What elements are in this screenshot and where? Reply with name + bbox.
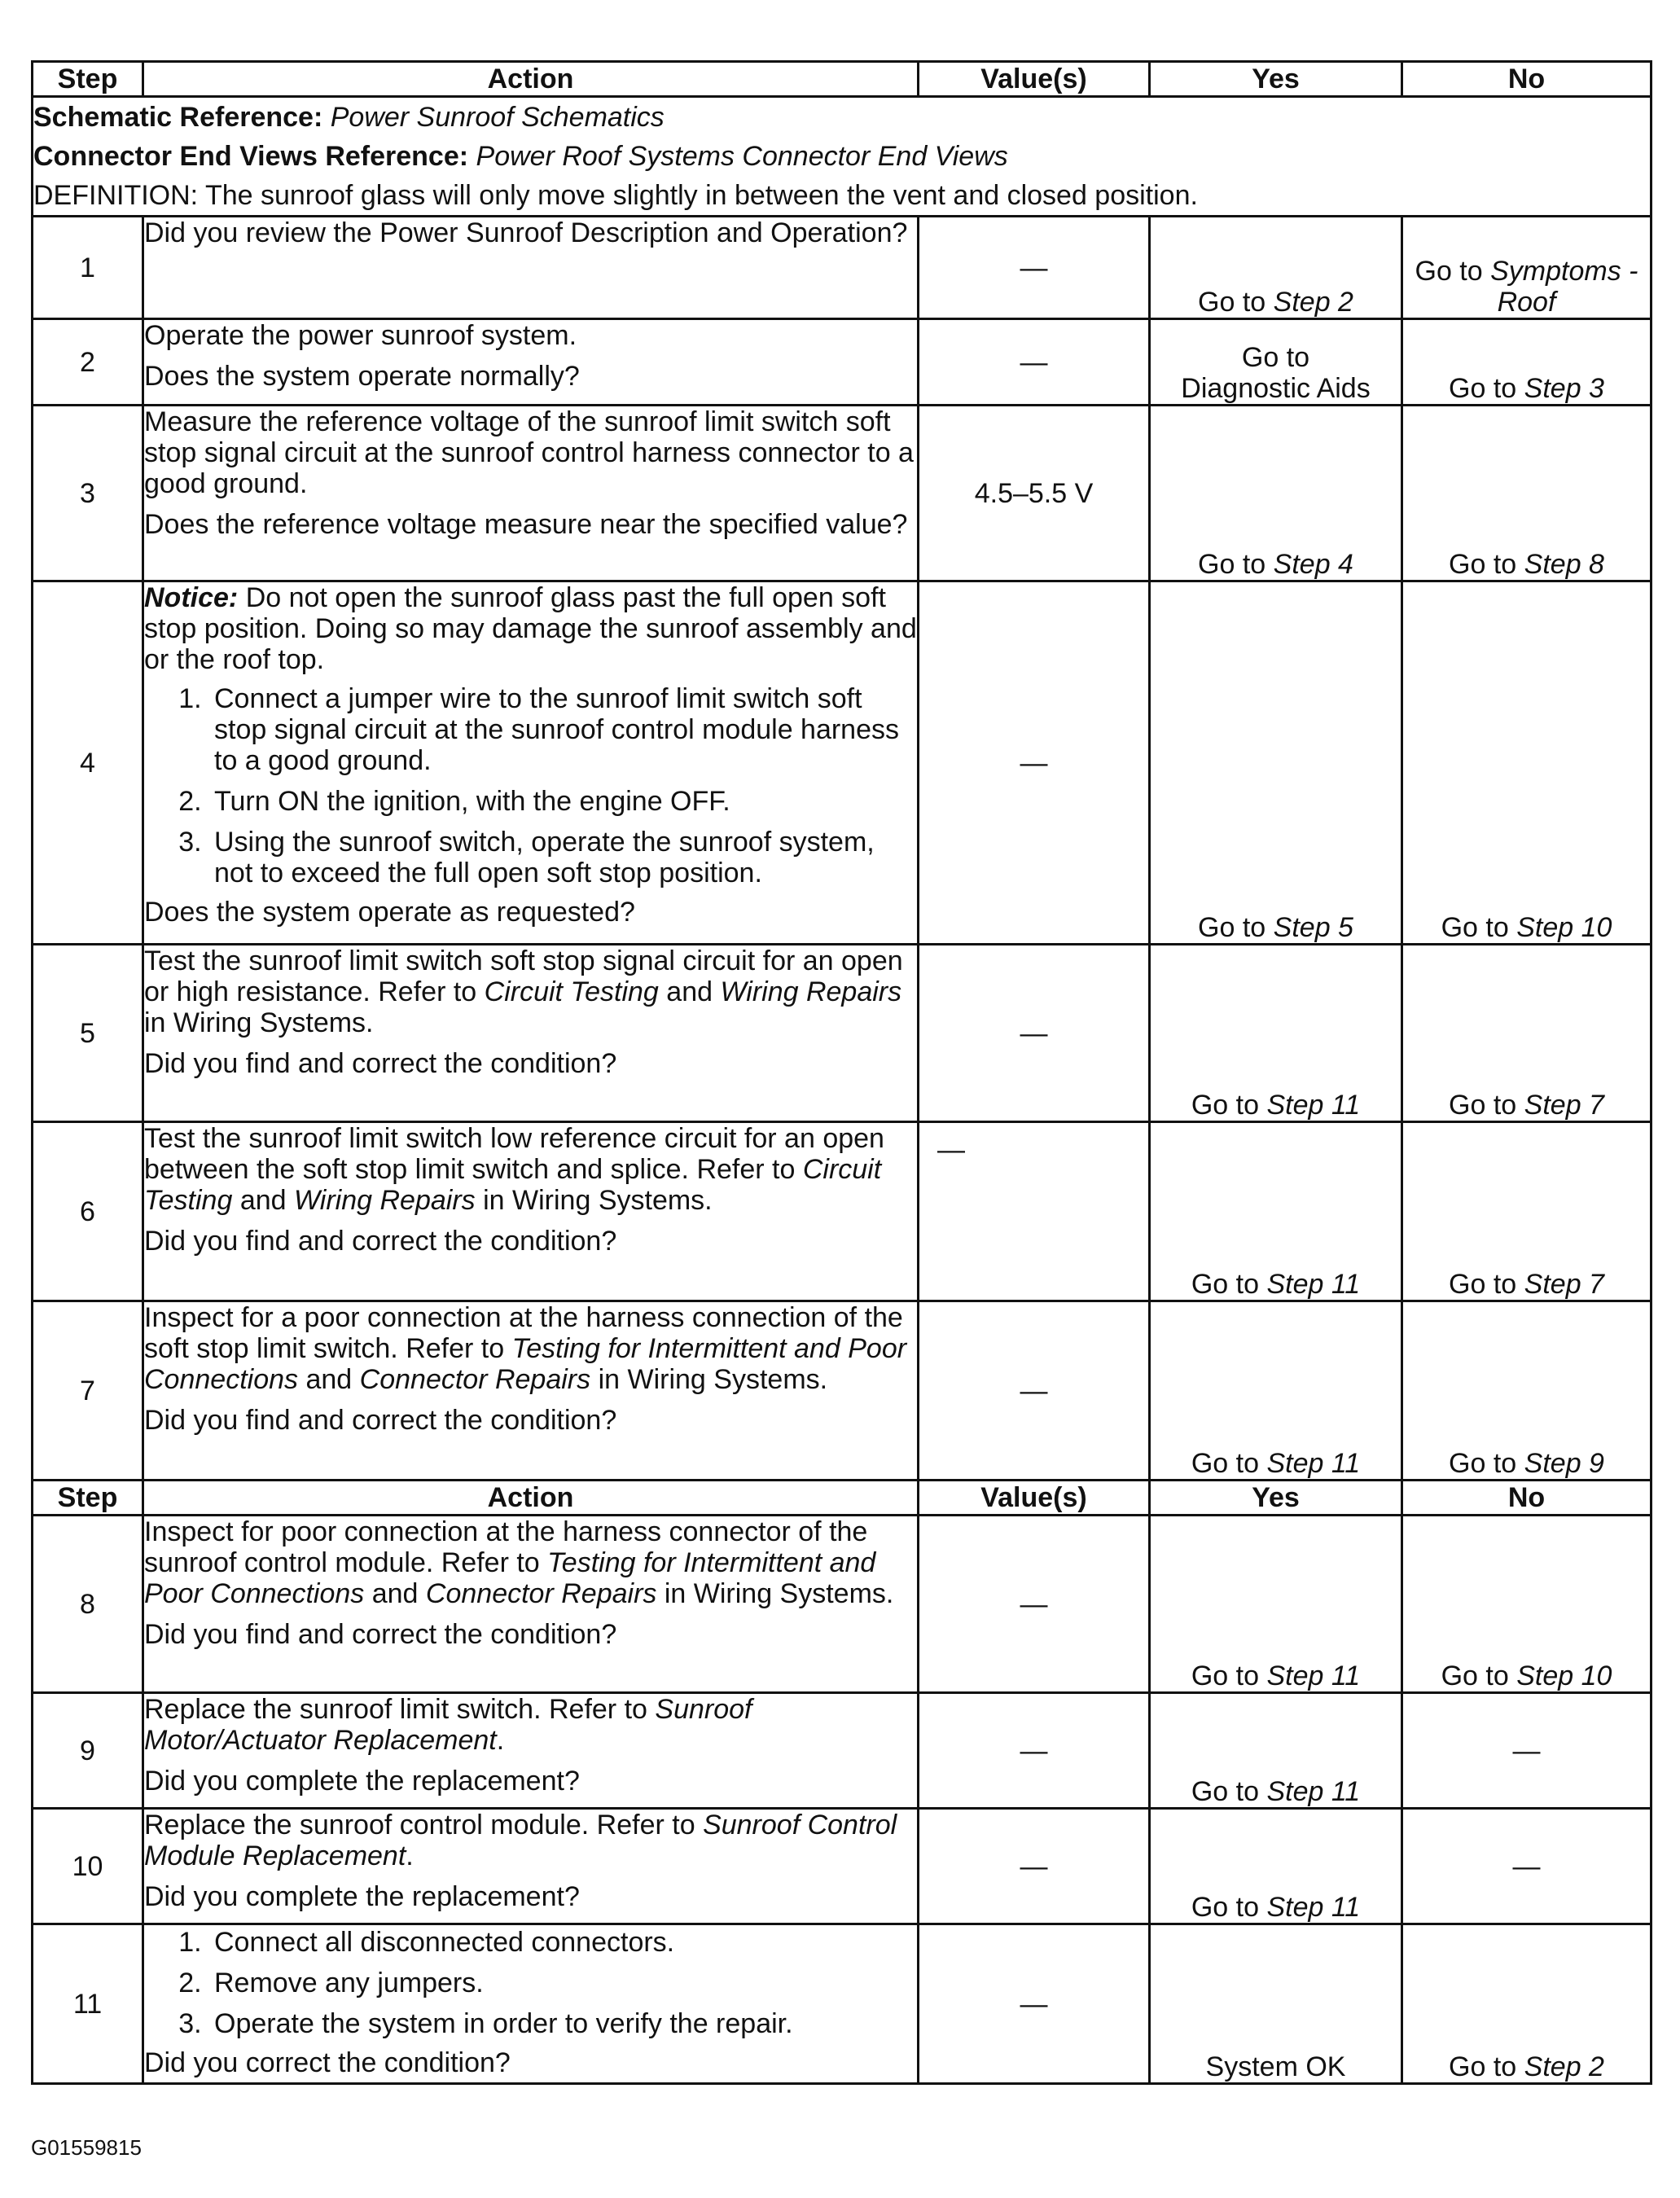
schematic-reference-label: Schematic Reference: — [33, 102, 323, 133]
procedure-item: 2. Turn ON the ignition, with the engine OFF. — [209, 786, 917, 817]
step-number: 2 — [33, 319, 143, 406]
table-row — [33, 581, 1651, 945]
step-number: 6 — [33, 1122, 143, 1301]
action-question: Did you find and correct the condition? — [144, 1226, 617, 1257]
action-question: Did you find and correct the condition? — [144, 1048, 617, 1079]
value-dash: — — [1020, 1988, 1048, 2020]
value-cell — [919, 581, 1150, 945]
goto-label: Go to — [1191, 1448, 1260, 1479]
no-link[interactable]: Step 9 — [1524, 1448, 1604, 1479]
yes-cell[interactable] — [1150, 1809, 1402, 1924]
no-link[interactable]: Step 8 — [1524, 549, 1604, 580]
connector-reference-link[interactable]: Power Roof Systems Connector End Views — [476, 141, 1008, 172]
action-text-part: Inspect for a poor connection at the harness connection of the soft stop limit switch. Refer to — [144, 1302, 903, 1364]
no-link[interactable]: Symptoms - Roof — [1490, 256, 1638, 318]
table-row — [33, 319, 1651, 406]
header-no: No — [1402, 62, 1651, 97]
step-number: 10 — [33, 1809, 143, 1924]
action-text-part: in Wiring Systems. — [664, 1578, 894, 1609]
yes-line1: Go to — [1241, 342, 1310, 373]
step-number: 4 — [33, 581, 143, 945]
procedure-item: 3. Operate the system in order to verify the repair. — [209, 2008, 917, 2039]
header-action: Action — [143, 1481, 919, 1516]
action-text-part: . — [406, 1840, 414, 1871]
table-row — [33, 1301, 1651, 1481]
wiring-repairs-link[interactable]: Wiring Repairs — [294, 1185, 476, 1216]
action-cell — [143, 1693, 919, 1809]
control-module-replacement-link[interactable]: Sunroof Control Module Replacement — [144, 1810, 897, 1871]
action-text — [144, 1694, 917, 1756]
goto-label: Go to — [1441, 1661, 1509, 1691]
action-text — [144, 945, 917, 1038]
action-text-part: Replace the sunroof control module. Refer to — [144, 1810, 695, 1840]
header-values: Value(s) — [919, 62, 1150, 97]
action-cell — [143, 406, 919, 581]
action-cell — [143, 581, 919, 945]
no-cell[interactable] — [1402, 945, 1651, 1122]
motor-actuator-replacement-link[interactable]: Sunroof Motor/Actuator Replacement — [144, 1694, 752, 1756]
action-text-part: and — [666, 976, 713, 1007]
value-dash: — — [1020, 346, 1048, 378]
notice-label: Notice: — [144, 582, 239, 613]
yes-link[interactable]: Step 11 — [1266, 1448, 1361, 1479]
system-ok-text: System OK — [1205, 2051, 1346, 2082]
value-cell — [919, 217, 1150, 319]
header-yes: Yes — [1150, 1481, 1402, 1516]
yes-cell[interactable] — [1150, 1122, 1402, 1301]
procedure-list — [144, 683, 917, 888]
no-link[interactable]: Step 7 — [1524, 1090, 1604, 1121]
table-header-row — [33, 62, 1651, 97]
yes-cell — [1150, 1924, 1402, 2084]
notice-body: Do not open the sunroof glass past the full open soft stop position. Doing so may damage the sunroof assembly and or the roof top. — [144, 582, 917, 675]
goto-label: Go to — [1191, 1661, 1260, 1691]
goto-label: Go to — [1191, 1090, 1260, 1121]
no-dash: — — [1512, 1850, 1541, 1882]
table-row — [33, 1516, 1651, 1693]
action-text: Did you review the Power Sunroof Description and Operation? — [144, 217, 908, 248]
circuit-testing-link[interactable]: Circuit Testing — [484, 976, 659, 1007]
figure-id: G01559815 — [31, 2135, 142, 2160]
action-text-part: Replace the sunroof limit switch. Refer to — [144, 1694, 647, 1725]
header-action: Action — [143, 62, 919, 97]
no-cell[interactable] — [1402, 319, 1651, 406]
no-cell[interactable] — [1402, 406, 1651, 581]
goto-label: Go to — [1441, 912, 1509, 943]
table-row — [33, 945, 1651, 1122]
action-question: Did you correct the condition? — [144, 2047, 511, 2078]
yes-cell[interactable] — [1150, 945, 1402, 1122]
value-cell — [919, 1924, 1150, 2084]
goto-label: Go to — [1449, 2051, 1517, 2082]
step-number: 3 — [33, 406, 143, 581]
yes-link[interactable]: Step 11 — [1266, 1892, 1361, 1923]
value-cell — [919, 945, 1150, 1122]
no-cell[interactable] — [1402, 1516, 1651, 1693]
no-cell[interactable] — [1402, 1122, 1651, 1301]
action-cell — [143, 1122, 919, 1301]
reference-row — [33, 97, 1651, 217]
table-row — [33, 406, 1651, 581]
goto-label: Go to — [1449, 1269, 1517, 1300]
value-cell — [919, 1693, 1150, 1809]
goto-label: Go to — [1198, 549, 1266, 580]
intermittent-connections-link[interactable]: Testing for Intermittent and Poor Connections — [144, 1547, 876, 1609]
schematic-reference — [33, 98, 1650, 137]
action-text: Measure the reference voltage of the sunroof limit switch soft stop signal circuit at the sunroof control harness connector to a good ground. — [144, 406, 914, 499]
yes-link[interactable]: Step 4 — [1273, 549, 1353, 580]
yes-link[interactable]: Diagnostic Aids — [1181, 373, 1371, 404]
goto-label: Go to — [1415, 256, 1483, 287]
step-number: 9 — [33, 1693, 143, 1809]
header-yes: Yes — [1150, 62, 1402, 97]
yes-cell[interactable] — [1150, 581, 1402, 945]
no-cell — [1402, 1809, 1651, 1924]
table-row — [33, 1122, 1651, 1301]
step-number: 1 — [33, 217, 143, 319]
notice-text — [144, 582, 917, 675]
goto-label: Go to — [1191, 1776, 1260, 1807]
action-question: Did you complete the replacement? — [144, 1881, 580, 1912]
diagnostic-table-sheet — [31, 60, 1650, 2085]
no-dash: — — [1512, 1735, 1541, 1766]
goto-label: Go to — [1449, 1448, 1517, 1479]
action-text-part: Inspect for poor connection at the harness connector of the sunroof control module. Refer to — [144, 1516, 868, 1578]
wiring-repairs-link[interactable]: Wiring Repairs — [720, 976, 902, 1007]
connector-reference-label: Connector End Views Reference: — [33, 141, 469, 172]
value-cell — [919, 1301, 1150, 1481]
value-cell — [919, 1516, 1150, 1693]
no-link[interactable]: Step 3 — [1524, 373, 1604, 404]
value-dash: — — [1020, 1375, 1048, 1406]
step-number: 5 — [33, 945, 143, 1122]
action-text-part: in Wiring Systems. — [144, 1007, 374, 1038]
table-header-row-repeat — [33, 1481, 1651, 1516]
definition-text: DEFINITION: The sunroof glass will only move slightly in between the vent and closed position. — [33, 180, 1198, 211]
connector-repairs-link[interactable]: Connector Repairs — [359, 1364, 591, 1395]
yes-link[interactable]: Step 11 — [1266, 1661, 1361, 1691]
no-link[interactable]: Step 2 — [1524, 2051, 1604, 2082]
action-cell — [143, 1809, 919, 1924]
header-no: No — [1402, 1481, 1651, 1516]
yes-link[interactable]: Step 11 — [1266, 1776, 1361, 1807]
action-cell — [143, 1516, 919, 1693]
action-question: Does the system operate as requested? — [144, 897, 635, 928]
circuit-testing-link[interactable]: Circuit Testing — [144, 1154, 882, 1216]
procedure-list — [144, 1927, 917, 2039]
goto-label: Go to — [1198, 912, 1266, 943]
no-cell[interactable] — [1402, 1301, 1651, 1481]
action-cell — [143, 945, 919, 1122]
no-link[interactable]: Step 10 — [1516, 912, 1612, 943]
no-cell[interactable] — [1402, 217, 1651, 319]
action-text-part: Test the sunroof limit switch low reference circuit for an open between the soft stop limit switch and splice. Refer to — [144, 1123, 884, 1185]
connector-repairs-link[interactable]: Connector Repairs — [425, 1578, 657, 1609]
yes-cell[interactable] — [1150, 406, 1402, 581]
value-dash: — — [937, 1134, 965, 1165]
step-number: 11 — [33, 1924, 143, 2084]
header-step: Step — [33, 62, 143, 97]
action-question: Did you find and correct the condition? — [144, 1405, 617, 1436]
action-text — [144, 1302, 917, 1395]
action-text-part: and — [239, 1185, 287, 1216]
schematic-reference-link[interactable]: Power Sunroof Schematics — [330, 102, 665, 133]
action-cell — [143, 1301, 919, 1481]
procedure-item: 2. Remove any jumpers. — [209, 1968, 917, 1998]
action-question: Does the reference voltage measure near the specified value? — [144, 509, 908, 540]
action-text — [144, 1516, 917, 1609]
value-dash: — — [1020, 1588, 1048, 1620]
no-link[interactable]: Step 10 — [1516, 1661, 1612, 1691]
diagnostic-table — [31, 60, 1652, 2085]
table-row — [33, 1693, 1651, 1809]
intermittent-connections-link[interactable]: Testing for Intermittent and Poor Connections — [144, 1333, 907, 1395]
yes-link[interactable]: Step 2 — [1273, 287, 1353, 318]
procedure-item: 1. Connect all disconnected connectors. — [209, 1927, 917, 1958]
connector-reference — [33, 137, 1650, 176]
table-row — [33, 1924, 1651, 2084]
action-cell — [143, 217, 919, 319]
reference-cell — [33, 97, 1651, 217]
value-dash: — — [1020, 1735, 1048, 1766]
action-text-part: . — [496, 1725, 505, 1756]
table-row — [33, 1809, 1651, 1924]
goto-label: Go to — [1191, 1892, 1260, 1923]
action-text-part: and — [305, 1364, 353, 1395]
yes-cell[interactable] — [1150, 1693, 1402, 1809]
procedure-item: 3. Using the sunroof switch, operate the sunroof system, not to exceed the full open soft stop position. — [209, 827, 917, 888]
goto-label: Go to — [1449, 549, 1517, 580]
step-number: 7 — [33, 1301, 143, 1481]
yes-cell[interactable] — [1150, 217, 1402, 319]
step-number: 8 — [33, 1516, 143, 1693]
action-text-part: in Wiring Systems. — [483, 1185, 713, 1216]
action-text-part: in Wiring Systems. — [598, 1364, 828, 1395]
value-cell — [919, 319, 1150, 406]
goto-label: Go to — [1191, 1269, 1260, 1300]
action-question: Does the system operate normally? — [144, 361, 580, 392]
goto-label: Go to — [1449, 1090, 1517, 1121]
value-dash: — — [1020, 252, 1048, 283]
header-step: Step — [33, 1481, 143, 1516]
yes-cell[interactable] — [1150, 1301, 1402, 1481]
action-cell — [143, 1924, 919, 2084]
action-text-part: Test the sunroof limit switch soft stop signal circuit for an open or high resistance. Refer to — [144, 945, 903, 1007]
table-row — [33, 217, 1651, 319]
action-text-part: and — [371, 1578, 419, 1609]
header-values: Value(s) — [919, 1481, 1150, 1516]
action-question: Did you complete the replacement? — [144, 1766, 580, 1797]
value-cell — [919, 1809, 1150, 1924]
yes-cell[interactable] — [1150, 319, 1402, 406]
goto-label: Go to — [1449, 373, 1517, 404]
yes-cell[interactable] — [1150, 1516, 1402, 1693]
no-cell[interactable] — [1402, 1924, 1651, 2084]
yes-link[interactable]: Step 11 — [1266, 1090, 1361, 1121]
value-dash: — — [1020, 1850, 1048, 1882]
no-cell — [1402, 1693, 1651, 1809]
value-dash: — — [1020, 1017, 1048, 1049]
no-cell[interactable] — [1402, 581, 1651, 945]
action-text — [144, 1123, 917, 1216]
yes-link[interactable]: Step 11 — [1266, 1269, 1361, 1300]
action-text — [144, 1810, 917, 1871]
action-cell — [143, 319, 919, 406]
no-link[interactable]: Step 7 — [1524, 1269, 1604, 1300]
value-dash: — — [1020, 747, 1048, 779]
procedure-item: 1. Connect a jumper wire to the sunroof limit switch soft stop signal circuit at the sunroof control module harness to a good ground. — [209, 683, 917, 776]
action-question: Did you find and correct the condition? — [144, 1619, 617, 1650]
yes-link[interactable]: Step 5 — [1273, 912, 1353, 943]
value-cell — [919, 1122, 1150, 1301]
value-cell: 4.5–5.5 V — [919, 406, 1150, 581]
goto-label: Go to — [1198, 287, 1266, 318]
action-text: Operate the power sunroof system. — [144, 320, 577, 351]
